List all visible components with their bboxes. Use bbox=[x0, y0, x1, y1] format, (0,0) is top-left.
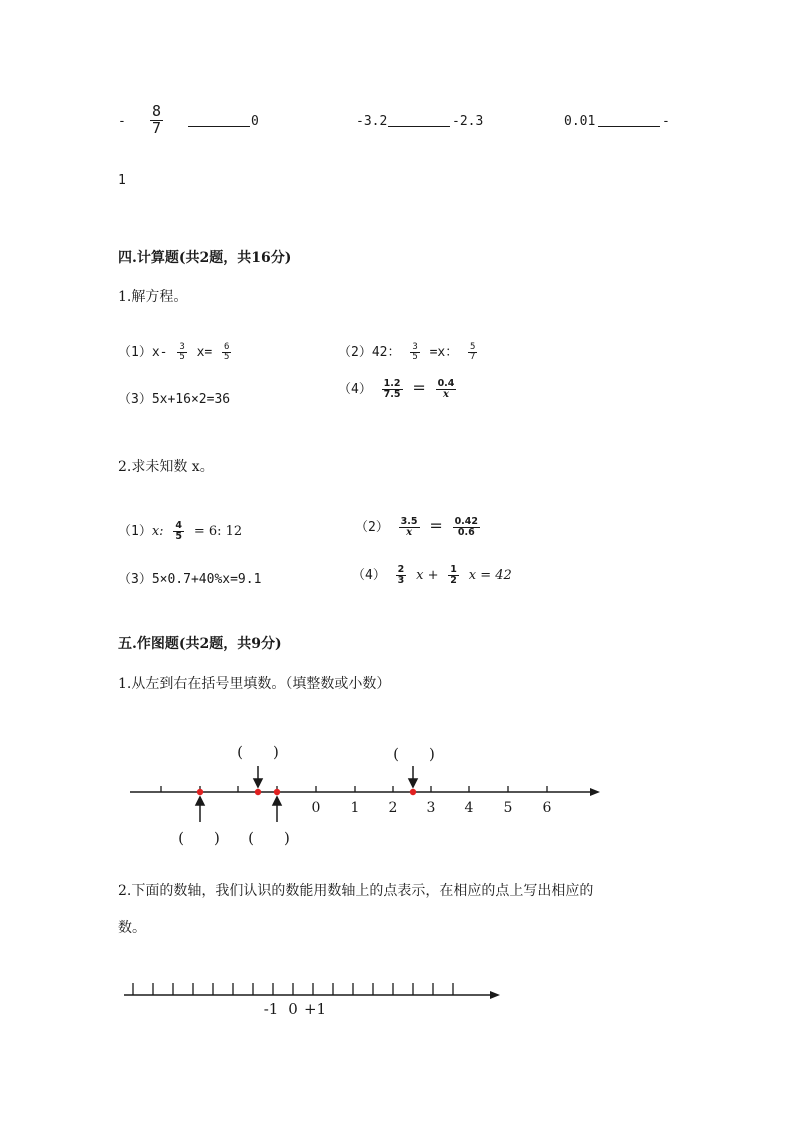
equation-1: （1）x- $\frac{3}{5}$ x= $\frac{6}{5}$ bbox=[118, 341, 230, 362]
unknown-4: （4） $\frac{2}{3}$ x + $\frac{1}{2}$ x = 42 bbox=[352, 564, 512, 586]
compare-right-2: -2.3 bbox=[452, 114, 484, 129]
fraction: $\frac{1.2}{7.5}$ bbox=[383, 378, 401, 400]
comparison-wrap: 1 bbox=[118, 173, 126, 188]
point-a[interactable] bbox=[197, 789, 203, 795]
point-b[interactable] bbox=[255, 789, 261, 795]
point-d[interactable] bbox=[410, 789, 416, 795]
arrow-down-icon bbox=[254, 779, 262, 787]
number-line-1 bbox=[0, 730, 794, 860]
fraction: $\frac{0.4}{x}$ bbox=[437, 377, 455, 400]
point-c[interactable] bbox=[274, 789, 280, 795]
tick-label-4: 4 bbox=[464, 800, 474, 816]
axis-arrow-icon bbox=[590, 788, 600, 796]
section4-title: 四.计算题(共2题，共16分) bbox=[118, 250, 292, 266]
tick-label-3: 3 bbox=[426, 800, 436, 816]
equation-4: （4） $\frac{1.2}{7.5}$ = $\frac{0.4}{x}$ bbox=[338, 377, 455, 400]
number-line-2 bbox=[0, 975, 794, 1025]
answer-paren-top-1[interactable]: ( ) bbox=[237, 743, 279, 761]
compare-left-2: -3.2 bbox=[356, 114, 388, 129]
equation-3: （3）5x+16×2=36 bbox=[118, 392, 231, 407]
section4-q1-title: 1.解方程。 bbox=[118, 289, 188, 305]
answer-paren-bottom-1[interactable]: ( ) bbox=[178, 829, 220, 847]
compare-left-3: 0.01 bbox=[564, 114, 596, 129]
section5-q2-title-line1: 2.下面的数轴，我们认识的数能用数轴上的点表示，在相应的点上写出相应的 bbox=[118, 883, 594, 899]
label-minus-1: -1 bbox=[263, 1000, 279, 1018]
unknown-3: （3）5×0.7+40%x=9.1 bbox=[118, 572, 262, 587]
fraction: $\frac{5}{7}$ bbox=[470, 341, 476, 362]
answer-blank-3[interactable] bbox=[598, 114, 660, 127]
comparison-row bbox=[118, 104, 678, 144]
section5-title: 五.作图题(共2题，共9分) bbox=[118, 636, 282, 652]
tick-label-6: 6 bbox=[542, 800, 552, 816]
answer-paren-bottom-2[interactable]: ( ) bbox=[248, 829, 290, 847]
tick-label-1: 1 bbox=[350, 800, 360, 816]
answer-blank-2[interactable] bbox=[388, 114, 450, 127]
arrow-down-icon bbox=[409, 779, 417, 787]
equation-2: （2）42： $\frac{3}{5}$ =x： $\frac{5}{7}$ bbox=[338, 341, 476, 362]
axis-ticks bbox=[133, 983, 453, 995]
answer-paren-top-2[interactable]: ( ) bbox=[393, 745, 435, 763]
compare-right-3: - bbox=[662, 114, 670, 129]
axis-ticks bbox=[161, 786, 547, 792]
label-0: 0 bbox=[288, 1000, 298, 1018]
tick-label-5: 5 bbox=[503, 800, 513, 816]
fraction-8-7: $\frac{8}{7}$ bbox=[152, 102, 162, 137]
fraction: $\frac{3}{5}$ bbox=[412, 341, 418, 362]
tick-label-2: 2 bbox=[388, 800, 398, 816]
fraction: $\frac{3.5}{x}$ bbox=[400, 515, 418, 538]
compare-right-1: 0 bbox=[251, 114, 259, 129]
arrow-up-icon bbox=[273, 797, 281, 805]
section5-q2-title-line2: 数。 bbox=[118, 920, 146, 936]
label-plus-1: +1 bbox=[303, 1000, 327, 1018]
minus-sign: - bbox=[118, 114, 126, 129]
fraction: $\frac{1}{2}$ bbox=[450, 564, 457, 586]
unknown-1: （1）x: $\frac{4}{5}$ = 6: 12 bbox=[118, 520, 243, 542]
section4-q2-title: 2.求未知数 x。 bbox=[118, 459, 214, 475]
answer-blank-1[interactable] bbox=[188, 114, 250, 127]
fraction: $\frac{6}{5}$ bbox=[224, 341, 230, 362]
arrow-up-icon bbox=[196, 797, 204, 805]
section5-q1-title: 1.从左到右在括号里填数。（填整数或小数） bbox=[118, 676, 391, 692]
tick-label-0: 0 bbox=[311, 800, 321, 816]
fraction: $\frac{0.42}{0.6}$ bbox=[454, 516, 479, 538]
axis-arrow-icon bbox=[490, 991, 500, 999]
fraction: $\frac{4}{5}$ bbox=[175, 520, 182, 542]
fraction: $\frac{3}{5}$ bbox=[179, 341, 185, 362]
fraction: $\frac{2}{3}$ bbox=[397, 564, 405, 586]
unknown-2: （2） $\frac{3.5}{x}$ = $\frac{0.42}{0.6}$ bbox=[355, 515, 479, 538]
